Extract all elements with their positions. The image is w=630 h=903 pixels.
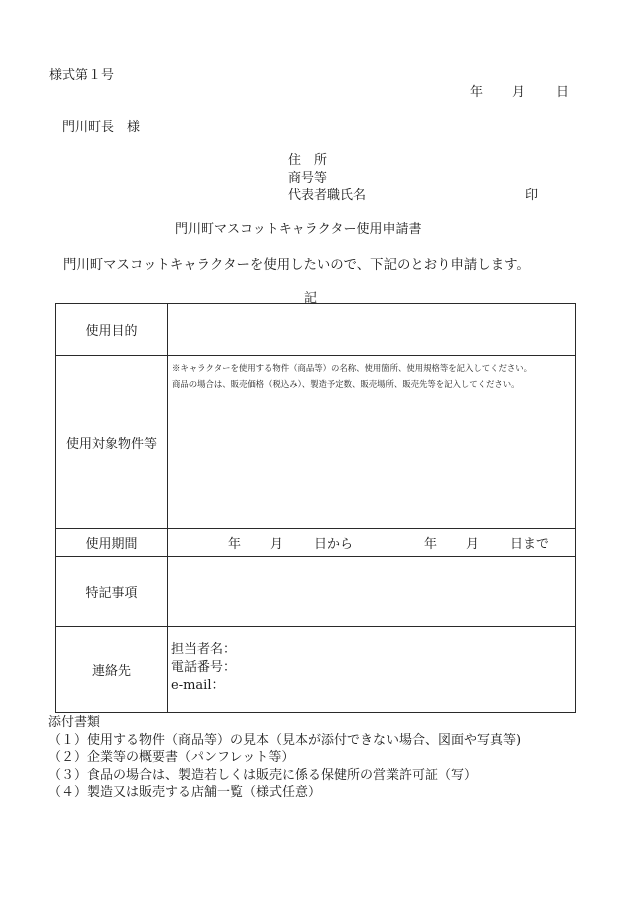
period-label: 使用期間 bbox=[56, 529, 168, 557]
attachments-section bbox=[48, 714, 521, 802]
period-month-1: 月 bbox=[270, 537, 284, 552]
period-field[interactable] bbox=[168, 529, 576, 557]
contact-row bbox=[56, 627, 576, 713]
contact-phone-label: 電話番号： bbox=[171, 660, 237, 675]
date-year: 年 bbox=[470, 85, 484, 100]
notes-field[interactable] bbox=[168, 557, 576, 627]
attachment-item-4: （４）製造又は販売する店舗一覧（様式任意） bbox=[48, 785, 322, 800]
attachment-item-1: （１）使用する物件（商品等）の見本（見本が添付できない場合、図面や写真等) bbox=[48, 732, 522, 748]
form-number: 様式第１号 bbox=[49, 68, 115, 83]
items-note-2: 商品の場合は、販売価格（税込み）、製造予定数、販売場所、販売先等を記入してください。 bbox=[172, 379, 520, 389]
notes-label: 特記事項 bbox=[56, 557, 168, 627]
period-from: 日から bbox=[314, 537, 354, 552]
contact-field[interactable] bbox=[168, 627, 576, 713]
document-title: 門川町マスコットキャラクター使用申請書 bbox=[175, 222, 422, 237]
attachment-item-2: （２）企業等の概要書（パンフレット等） bbox=[48, 750, 295, 765]
period-year-2: 年 bbox=[424, 537, 438, 552]
period-until: 日まで bbox=[510, 537, 550, 552]
items-label: 使用対象物件等 bbox=[56, 356, 168, 529]
addressee: 門川町長 様 bbox=[62, 120, 141, 135]
contact-email-label: e-mail： bbox=[171, 678, 225, 693]
contact-label: 連絡先 bbox=[56, 627, 168, 713]
intro-text: 門川町マスコットキャラクターを使用したいので、下記のとおり申請します。 bbox=[63, 258, 530, 273]
notes-row bbox=[56, 557, 576, 627]
representative-label: 代表者職氏名 bbox=[288, 188, 367, 203]
purpose-row bbox=[56, 304, 576, 356]
attachments-heading: 添付書類 bbox=[48, 715, 101, 730]
items-field[interactable] bbox=[168, 356, 576, 529]
items-row bbox=[56, 356, 576, 529]
purpose-label: 使用目的 bbox=[56, 304, 168, 356]
period-year-1: 年 bbox=[228, 537, 242, 552]
ki-heading: 記 bbox=[304, 291, 318, 306]
items-note-1: ※キャラクターを使用する物件（商品等）の名称、使用箇所、使用規格等を記入してください。 bbox=[172, 363, 532, 373]
date-day: 日 bbox=[556, 85, 570, 100]
period-row bbox=[56, 529, 576, 557]
application-table bbox=[55, 303, 576, 713]
purpose-field[interactable] bbox=[168, 304, 576, 356]
period-month-2: 月 bbox=[466, 537, 480, 552]
date-month: 月 bbox=[512, 85, 526, 100]
address-label: 住 所 bbox=[288, 153, 328, 168]
trade-name-label: 商号等 bbox=[288, 171, 328, 186]
seal-mark: 印 bbox=[525, 188, 539, 203]
contact-person-label: 担当者名： bbox=[171, 642, 237, 657]
attachment-item-3: （３）食品の場合は、製造若しくは販売に係る保健所の営業許可証（写） bbox=[48, 767, 478, 783]
